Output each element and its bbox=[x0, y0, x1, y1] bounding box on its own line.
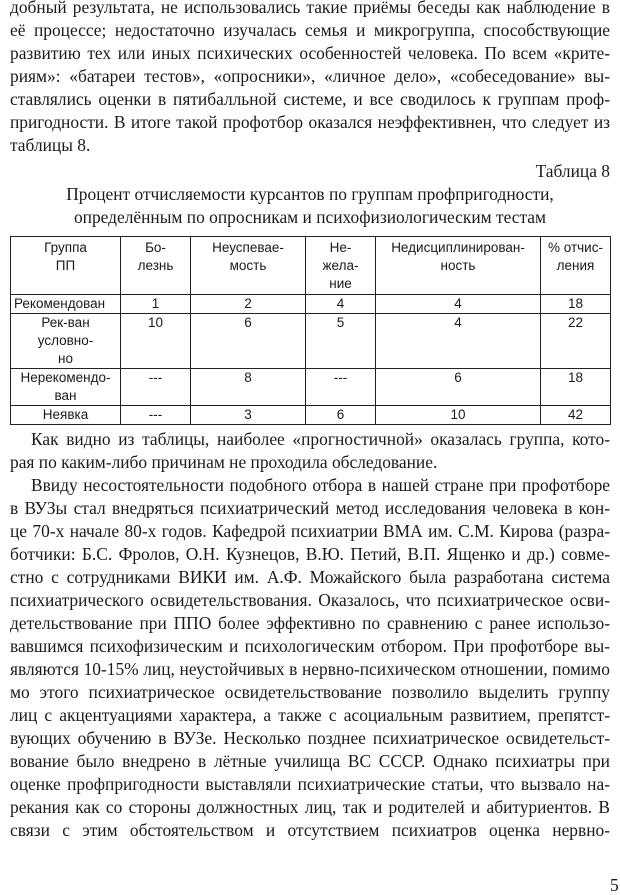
row-group-cell: Рек-ван условно- но bbox=[11, 314, 121, 369]
header-group: Группа ПП bbox=[11, 237, 121, 295]
text-line: це 70-х начале 80-х годов. Кафедрой психиатрии ВМА им. С.М. Кирова (разра- bbox=[10, 521, 610, 541]
text-line: лиц с акцентуациями характера, а также с асоциальным развитием, препятст- bbox=[10, 705, 610, 725]
text-line: вавшимся психофизическим и психологическим отбором. При профотборе вы- bbox=[10, 636, 610, 656]
header-illness: Бо- лезнь bbox=[121, 237, 191, 295]
text-line: развитию тех или иных психических особенностей человека. По всем «крите- bbox=[10, 43, 610, 63]
text-line: добный результата, не использовались такие приёмы беседы как наблюдение в bbox=[10, 0, 610, 17]
text-line: рая по каким-либо причинам не проходила обследование. bbox=[10, 452, 438, 472]
table-cell: 3 bbox=[191, 406, 306, 425]
text-line: рекания как со стороны должностных лиц, так и родителей и абитуриентов. В bbox=[10, 797, 610, 817]
text-line: вование было внедрено в лётные училища ВС СССР. Однако психиатры при bbox=[10, 751, 610, 771]
header-dropout-percent: % отчис- ления bbox=[541, 237, 611, 295]
text-line: оценке профпригодности выставляли психиатрические статьи, что вызвало на- bbox=[10, 774, 610, 794]
table-caption-line: определённым по опросникам и психофизиологическим тестам bbox=[73, 207, 547, 227]
table-cell: 5 bbox=[306, 314, 376, 369]
text-line: являются 10-15% лиц, неустойчивых в нервно-психическом отношении, помимо bbox=[10, 659, 610, 679]
header-unwillingness: Не- жела- ние bbox=[306, 237, 376, 295]
table-cell: 1 bbox=[121, 295, 191, 314]
table-row bbox=[11, 295, 611, 314]
table-cell: 4 bbox=[306, 295, 376, 314]
table-cell: 10 bbox=[121, 314, 191, 369]
table-cell: 6 bbox=[306, 406, 376, 425]
text-line: Как видно из таблицы, наиболее «прогностичной» оказалась группа, кото- bbox=[31, 429, 610, 449]
page-number: 5 bbox=[610, 875, 619, 895]
text-line: Ввиду несостоятельности подобного отбора в нашей стране при профотборе bbox=[31, 475, 610, 495]
table-cell: 6 bbox=[191, 314, 306, 369]
table-cell: 8 bbox=[191, 369, 306, 406]
text-line: в ВУЗы стал внедряться психиатрический метод исследования человека в кон- bbox=[10, 498, 610, 518]
text-line: мо этого психиатрическое освидетельствование позволило выделить группу bbox=[10, 682, 610, 702]
table-cell: 18 bbox=[541, 369, 611, 406]
table-cell: 42 bbox=[541, 406, 611, 425]
text-line: её процессе; недостаточно изучалась семья и микрогруппа, способствующие bbox=[10, 20, 610, 40]
table-row bbox=[11, 369, 611, 406]
text-line: психиатрического освидетельствования. Оказалось, что психиатрическое осви- bbox=[10, 590, 610, 610]
table-label: Таблица 8 bbox=[535, 161, 610, 181]
text-line: ставлялись оценки в пятибалльной системе, и все сводилось к группам проф- bbox=[10, 89, 610, 109]
table-cell: 4 bbox=[376, 295, 541, 314]
row-group-cell: Нерекомендо- ван bbox=[11, 369, 121, 406]
row-group-cell: Рекомендован bbox=[11, 295, 121, 314]
table-cell: 2 bbox=[191, 295, 306, 314]
text-line: связи с этим обстоятельством и отсутствием психиатров оценка нервно- bbox=[10, 820, 610, 840]
text-line: вующих обучению в ВУЗе. Несколько позднее психиатрическое освидетельст- bbox=[10, 728, 610, 748]
table-cell: 22 bbox=[541, 314, 611, 369]
text-line: пригодности. В итоге такой профотбор оказался неэффективнен, что следует из bbox=[10, 112, 610, 132]
table-cell: 10 bbox=[376, 406, 541, 425]
text-line: таблицы 8. bbox=[10, 135, 91, 155]
table-cell: 6 bbox=[376, 369, 541, 406]
row-group-cell: Неявка bbox=[11, 406, 121, 425]
text-line: детельствование при ППО более эффективно по сравнению с ранее использо- bbox=[10, 613, 610, 633]
header-indiscipline: Недисциплинирован- ность bbox=[376, 237, 541, 295]
table-cell: 4 bbox=[376, 314, 541, 369]
text-line: риям»: «батареи тестов», «опросники», «личное дело», «собеседование» вы- bbox=[10, 66, 610, 86]
table-caption-line: Процент отчисляемости курсантов по группам профпригодности, bbox=[66, 184, 554, 204]
table-cell: --- bbox=[121, 406, 191, 425]
table-cell: 18 bbox=[541, 295, 611, 314]
table-cell: --- bbox=[121, 369, 191, 406]
text-line: стно с сотрудниками ВИКИ им. А.Ф. Можайского была разработана система bbox=[10, 567, 610, 587]
table-cell: --- bbox=[306, 369, 376, 406]
table-row bbox=[11, 314, 611, 369]
table-header-row bbox=[11, 237, 611, 295]
header-failure: Неуспевае- мость bbox=[191, 237, 306, 295]
text-line: ботчики: Б.С. Фролов, О.Н. Кузнецов, В.Ю. Петий, В.П. Ященко и др.) совме- bbox=[10, 544, 610, 564]
data-table bbox=[10, 236, 611, 425]
table-row bbox=[11, 406, 611, 425]
